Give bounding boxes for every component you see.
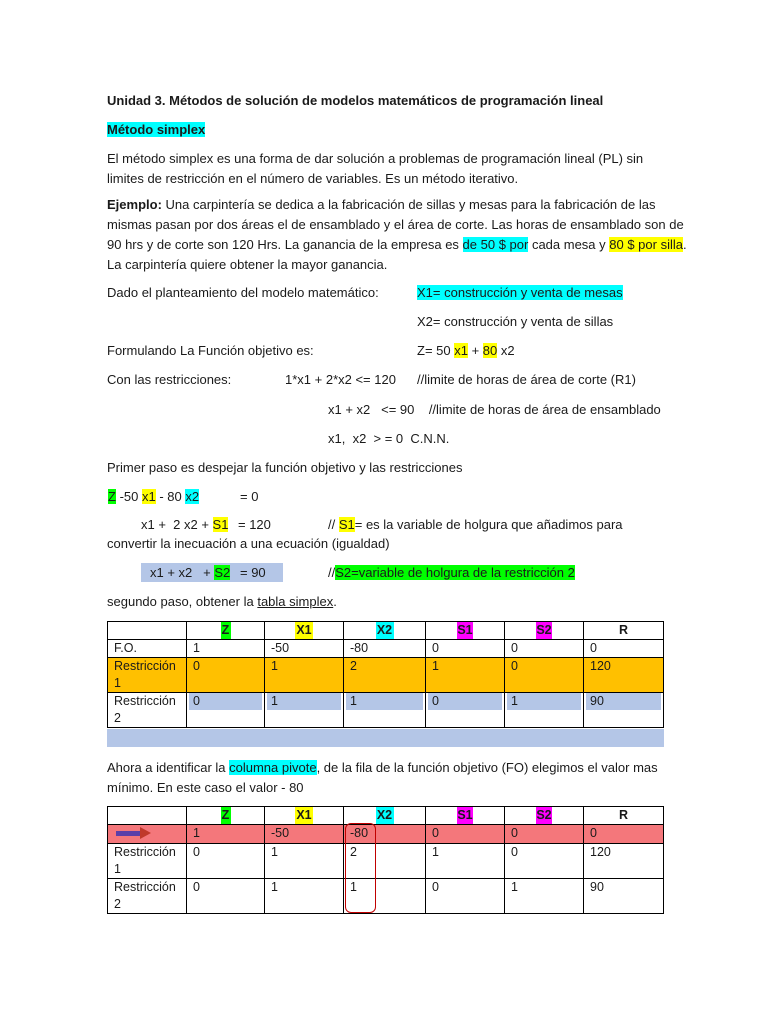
slack-1-comment-line-2: convertir la inecuación a una ecuación (igualdad) [107, 536, 390, 551]
table-row [108, 693, 664, 728]
table-cell: 1 [187, 825, 265, 844]
table-2-header-row [108, 807, 664, 825]
table-cell: 1 [426, 844, 505, 879]
step-1-text: Primer paso es despejar la función objetivo y las restricciones [107, 460, 463, 475]
header-s2: S2 [505, 622, 584, 640]
header-x1: X1 [265, 622, 344, 640]
row-label [108, 825, 187, 844]
table-cell [108, 807, 187, 825]
table-cell: 1 [265, 879, 344, 914]
table-1-highlight-band [107, 729, 664, 747]
header-x2: X2 [344, 807, 426, 825]
table-cell: 0 [426, 825, 505, 844]
step-2-text: segundo paso, obtener la tabla simplex. [107, 594, 337, 609]
example-line-1: Ejemplo: Una carpintería se dedica a la fabricación de sillas y mesas para la fabricación de las [107, 197, 656, 212]
restriction-2-line: x1 + x2 <= 90 //limite de horas de área de ensamblado [328, 402, 661, 417]
pivot-text-line-1: Ahora a identificar la columna pivote, de la fila de la función objetivo (FO) elegimos el valor mas [107, 760, 658, 775]
table-cell: -50 [265, 825, 344, 844]
header-r: R [584, 807, 664, 825]
table-cell: 0 [187, 844, 265, 879]
restrictions-label: Con las restricciones: [107, 372, 232, 387]
table-cell: 2 [344, 844, 426, 879]
table-cell: 1 [344, 693, 426, 728]
slack-2-comment: //S2=variable de holgura de la restricción 2 [328, 565, 575, 580]
table-cell: 1 [505, 879, 584, 914]
table-cell: 0 [426, 879, 505, 914]
header-s2: S2 [505, 807, 584, 825]
restriction-1-equation: 1*x1 + 2*x2 <= 120 [285, 372, 396, 387]
table-row [108, 844, 664, 879]
table-cell: 0 [505, 825, 584, 844]
row-label: Restricción 1 [108, 658, 187, 693]
table-cell: 1 [344, 879, 426, 914]
table-cell: 0 [584, 640, 664, 658]
table-cell: 0 [505, 844, 584, 879]
header-x1: X1 [265, 807, 344, 825]
header-s1: S1 [426, 622, 505, 640]
table-1-header-row [108, 622, 664, 640]
intro-line-1: El método simplex es una forma de dar solución a problemas de programación lineal (PL) sin [107, 151, 644, 166]
header-x2: X2 [344, 622, 426, 640]
arrow-right-icon [116, 828, 152, 838]
objective-function: Z= 50 x1 + 80 x2 [417, 343, 515, 358]
table-cell: 0 [187, 879, 265, 914]
simplex-table-2 [107, 806, 664, 914]
header-s1: S1 [426, 807, 505, 825]
table-row [108, 658, 664, 693]
table-cell: 0 [584, 825, 664, 844]
equation-restriction-2-rhs: = 90 [240, 565, 266, 580]
objective-label: Formulando La Función objetivo es: [107, 343, 314, 358]
model-intro: Dado el planteamiento del modelo matemático: [107, 285, 379, 300]
table-cell: 0 [426, 693, 505, 728]
equation-objective-rhs: = 0 [240, 489, 259, 504]
table-cell: 90 [584, 693, 664, 728]
table-row [108, 640, 664, 658]
table-cell: -80 [344, 825, 426, 844]
row-label: F.O. [108, 640, 187, 658]
table-cell: 120 [584, 844, 664, 879]
non-negativity: x1, x2 > = 0 C.N.N. [328, 431, 450, 446]
header-z: Z [187, 622, 265, 640]
row-label: Restricción 2 [108, 693, 187, 728]
example-line-2: mismas pasan por dos áreas el de ensamblado y el área de corte. Las horas de ensamblado son de [107, 217, 684, 232]
table-cell: 0 [505, 658, 584, 693]
table-cell: 0 [187, 693, 265, 728]
header-r: R [584, 622, 664, 640]
table-row [108, 879, 664, 914]
x1-definition: X1= construcción y venta de mesas [417, 285, 623, 300]
simplex-table-1 [107, 621, 664, 728]
intro-line-2: limites de restricción en el número de variables. Es un método iterativo. [107, 171, 519, 186]
example-line-4: La carpintería quiere obtener la mayor ganancia. [107, 257, 388, 272]
equation-restriction-2: x1 + x2 + S2 [150, 565, 231, 580]
section-heading: Método simplex [107, 122, 206, 137]
example-line-3: 90 hrs y de corte son 120 Hrs. La ganancia de la empresa es de 50 $ por cada mesa y 80 $ por silla. [107, 237, 687, 252]
slack-1-comment: // S1= es la variable de holgura que añadimos para [328, 517, 623, 532]
table-cell: 1 [265, 844, 344, 879]
equation-restriction-1: x1 + 2 x2 + S1 [141, 517, 229, 532]
table-cell: -80 [344, 640, 426, 658]
pivot-text-line-2: mínimo. En este caso el valor - 80 [107, 780, 304, 795]
table-cell: 1 [426, 658, 505, 693]
table-cell: 0 [426, 640, 505, 658]
x2-definition: X2= construcción y venta de sillas [417, 314, 614, 329]
table-cell: 2 [344, 658, 426, 693]
table-cell: 0 [187, 658, 265, 693]
table-cell: 1 [265, 693, 344, 728]
table-cell [108, 622, 187, 640]
table-cell: 90 [584, 879, 664, 914]
row-label: Restricción 2 [108, 879, 187, 914]
equation-restriction-1-rhs: = 120 [238, 517, 271, 532]
document-title: Unidad 3. Métodos de solución de modelos matemáticos de programación lineal [107, 93, 604, 108]
equation-objective: Z -50 x1 - 80 x2 [108, 489, 200, 504]
table-cell: 1 [265, 658, 344, 693]
table-cell: 120 [584, 658, 664, 693]
table-row-objective [108, 825, 664, 844]
pivot-column-marker [345, 823, 376, 913]
header-z: Z [187, 807, 265, 825]
table-cell: 1 [187, 640, 265, 658]
table-cell: 0 [505, 640, 584, 658]
restriction-1-comment: //limite de horas de área de corte (R1) [417, 372, 636, 387]
table-cell: 1 [505, 693, 584, 728]
row-label: Restricción 1 [108, 844, 187, 879]
table-cell: -50 [265, 640, 344, 658]
